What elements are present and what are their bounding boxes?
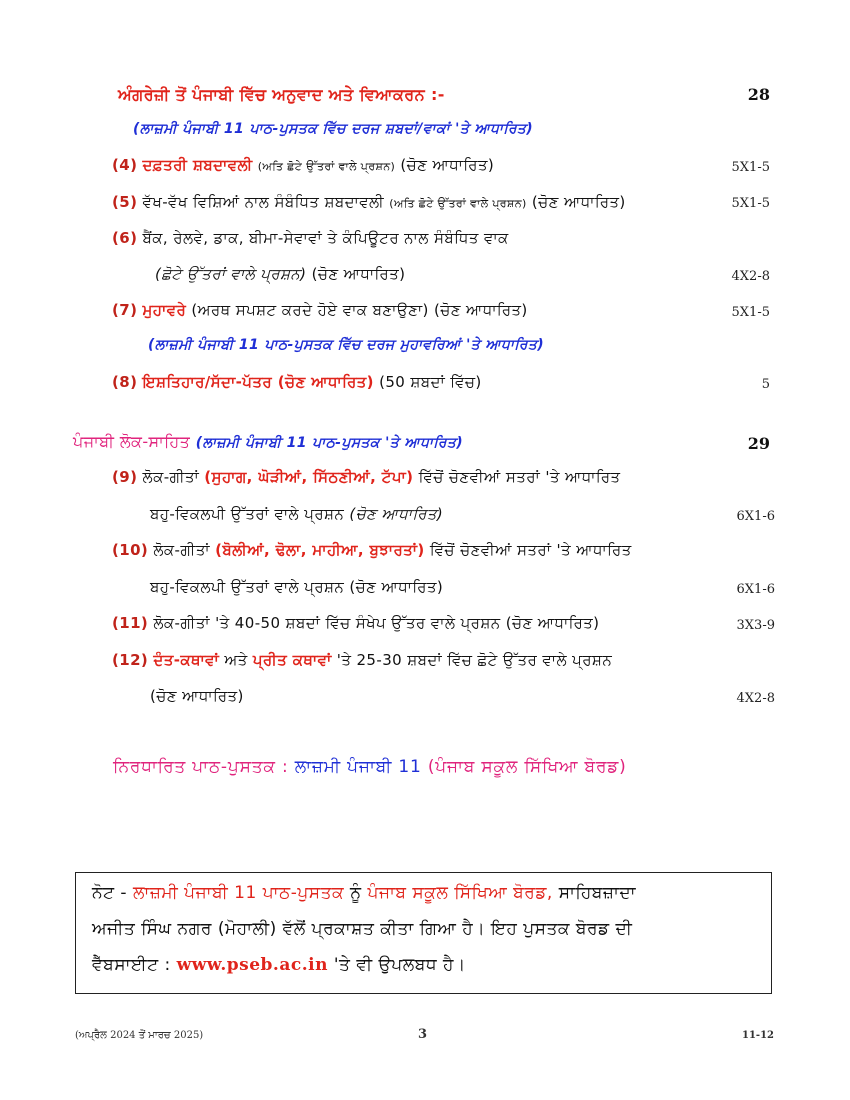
item-12-line2: (ਚੋਣ ਆਧਾਰਿਤ) (150, 687, 244, 705)
item-choice: (ਅਰਥ ਸਪਸ਼ਟ ਕਰਦੇ ਹੋਏ ਵਾਕ ਬਣਾਉਣਾ) (ਚੋਣ ਆਧਾਰਿਤ) (191, 301, 528, 319)
item-note: (ਛੋਟੇ ਉੱਤਰਾਂ ਵਾਲੇ ਪ੍ਰਸ਼ਨ) (155, 265, 307, 283)
note-website-label: ਵੈੱਬਸਾਈਟ : (92, 955, 171, 975)
item-highlight: ਪ੍ਰੀਤ ਕਥਾਵਾਂ (252, 651, 332, 669)
page-number: 3 (418, 1027, 428, 1042)
section-28-title: ਅੰਗਰੇਜ਼ੀ ਤੋਂ ਪੰਜਾਬੀ ਵਿੱਚ ਅਨੁਵਾਦ ਅਤੇ ਵਿਆਕਰਨ :- (118, 85, 445, 104)
item-title: ਮੁਹਾਵਰੇ (142, 301, 187, 319)
item-choice: (50 ਸ਼ਬਦਾਂ ਵਿੱਚ) (379, 373, 482, 391)
note-line-2: ਅਜੀਤ ਸਿੰਘ ਨਗਰ (ਮੋਹਾਲੀ) ਵੱਲੋਂ ਪ੍ਰਕਾਸ਼ਤ ਕੀਤਾ ਗਿਆ ਹੈ। ਇਹ ਪੁਸਤਕ ਬੋਰਡ ਦੀ (92, 919, 633, 939)
item-8 (112, 373, 482, 391)
item-choice: (ਚੋਣ ਆਧਾਰਿਤ) (531, 193, 626, 211)
item-number: (9) (112, 468, 138, 486)
item-choice: (ਚੋਣ ਆਧਾਰਿਤ) (311, 265, 406, 283)
textbook-board: (ਪੰਜਾਬ ਸਕੂਲ ਸਿੱਖਿਆ ਬੋਰਡ) (427, 757, 627, 777)
item-title: ਇਸ਼ਤਿਹਾਰ/ਸੱਦਾ-ਪੱਤਰ (ਚੋਣ ਆਧਾਰਿਤ) (142, 373, 374, 391)
section-29-number: 29 (747, 434, 770, 453)
item-9-marks: 6X1-6 (736, 509, 775, 524)
item-choice: (ਚੋਣ ਆਧਾਰਿਤ) (349, 505, 444, 523)
item-highlight: ਦੰਤ-ਕਥਾਵਾਂ (153, 651, 220, 669)
item-title: ਵੱਖ-ਵੱਖ ਵਿਸ਼ਿਆਂ ਨਾਲ ਸੰਬੰਧਿਤ ਸ਼ਬਦਾਵਲੀ (142, 193, 385, 211)
section-29-heading (73, 432, 463, 452)
item-highlight: (ਬੋਲੀਆਂ, ਢੋਲਾ, ਮਾਹੀਆ, ਬੁਝਾਰਤਾਂ) (215, 541, 425, 559)
item-12-marks: 4X2-8 (736, 691, 775, 706)
note-line-1 (92, 883, 636, 903)
item-title: ਬੈਂਕ, ਰੇਲਵੇ, ਡਾਕ, ਬੀਮਾ-ਸੇਵਾਵਾਂ ਤੇ ਕੰਪਿਊਟਰ ਨਾਲ ਸੰਬੰਧਿਤ ਵਾਕ (142, 229, 509, 247)
item-10-marks: 6X1-6 (736, 582, 775, 597)
footer-date-range: (ਅਪ੍ਰੈਲ 2024 ਤੋਂ ਮਾਰਚ 2025) (75, 1030, 204, 1041)
item-note: (ਅਤਿ ਛੋਟੇ ਉੱਤਰਾਂ ਵਾਲੇ ਪ੍ਰਸ਼ਨ) (389, 197, 527, 210)
item-text: ਲੋਕ-ਗੀਤਾਂ (153, 541, 210, 559)
section-28-subtitle: (ਲਾਜ਼ਮੀ ਪੰਜਾਬੀ 11 ਪਾਠ-ਪੁਸਤਕ ਵਿੱਚ ਦਰਜ ਸ਼ਬਦਾਂ/ਵਾਕਾਂ 'ਤੇ ਆਧਾਰਿਤ) (133, 121, 534, 137)
item-6-marks: 4X2-8 (731, 269, 770, 284)
item-text: ਲੋਕ-ਗੀਤਾਂ (142, 468, 200, 486)
item-10-line2: ਬਹੁ-ਵਿਕਲਪੀ ਉੱਤਰਾਂ ਵਾਲੇ ਪ੍ਰਸ਼ਨ (ਚੋਣ ਆਧਾਰਿਤ) (150, 578, 444, 596)
item-7-note: (ਲਾਜ਼ਮੀ ਪੰਜਾਬੀ 11 ਪਾਠ-ਪੁਸਤਕ ਵਿੱਚ ਦਰਜ ਮੁਹਾਵਰਿਆਂ 'ਤੇ ਆਧਾਰਿਤ) (148, 337, 545, 353)
item-number: (4) (112, 156, 138, 174)
item-9-line2 (150, 505, 443, 523)
item-text-rest: ਵਿੱਚੋਂ ਚੋਣਵੀਆਂ ਸਤਰਾਂ 'ਤੇ ਆਧਾਰਿਤ (429, 541, 632, 559)
item-8-marks: 5 (761, 377, 770, 392)
textbook-name: ਲਾਜ਼ਮੀ ਪੰਜਾਬੀ 11 (294, 757, 422, 777)
note-end: ਸਾਹਿਬਜ਼ਾਦਾ (558, 883, 636, 903)
item-4 (112, 156, 494, 174)
website-link[interactable]: www.pseb.ac.in (176, 955, 328, 975)
note-box (75, 872, 772, 994)
item-7 (112, 301, 528, 319)
item-title: ਦਫ਼ਤਰੀ ਸ਼ਬਦਾਵਲੀ (142, 156, 253, 174)
item-text: ਅਤੇ (224, 651, 248, 669)
item-highlight: (ਸੁਹਾਗ, ਘੋੜੀਆਂ, ਸਿੱਠਣੀਆਂ, ਟੱਪਾ) (204, 468, 414, 486)
textbook-label: ਨਿਰਧਾਰਿਤ ਪਾਠ-ਪੁਸਤਕ : (113, 757, 289, 777)
item-4-marks: 5X1-5 (731, 160, 770, 175)
note-book: ਲਾਜ਼ਮੀ ਪੰਜਾਬੀ 11 ਪਾਠ-ਪੁਸਤਕ (132, 883, 345, 903)
item-number: (11) (112, 614, 149, 632)
item-9 (112, 468, 620, 486)
note-mid: ਨੂੰ (350, 883, 362, 903)
item-11 (112, 614, 599, 632)
item-5-marks: 5X1-5 (731, 196, 770, 211)
item-number: (8) (112, 373, 138, 391)
note-board: ਪੰਜਾਬ ਸਕੂਲ ਸਿੱਖਿਆ ਬੋਰਡ, (367, 883, 553, 903)
item-number: (12) (112, 651, 149, 669)
item-5 (112, 193, 626, 211)
item-number: (7) (112, 301, 138, 319)
prescribed-textbook (113, 757, 627, 777)
item-text-rest: 'ਤੇ 25-30 ਸ਼ਬਦਾਂ ਵਿੱਚ ਛੋਟੇ ਉੱਤਰ ਵਾਲੇ ਪ੍ਰਸ਼ਨ (336, 651, 613, 669)
note-line-3 (92, 955, 466, 975)
item-6 (112, 229, 509, 247)
item-text: ਬਹੁ-ਵਿਕਲਪੀ ਉੱਤਰਾਂ ਵਾਲੇ ਪ੍ਰਸ਼ਨ (150, 505, 345, 523)
item-note: (ਅਤਿ ਛੋਟੇ ਉੱਤਰਾਂ ਵਾਲੇ ਪ੍ਰਸ਼ਨ) (257, 160, 396, 173)
item-choice: (ਚੋਣ ਆਧਾਰਿਤ) (400, 156, 495, 174)
item-6-line2 (155, 265, 405, 283)
item-11-marks: 3X3-9 (736, 618, 775, 633)
item-text: ਲੋਕ-ਗੀਤਾਂ 'ਤੇ 40-50 ਸ਼ਬਦਾਂ ਵਿੱਚ ਸੰਖੇਪ ਉੱਤਰ ਵਾਲੇ ਪ੍ਰਸ਼ਨ (ਚੋਣ ਆਧਾਰਿਤ) (153, 614, 600, 632)
section-29-subtitle: (ਲਾਜ਼ਮੀ ਪੰਜਾਬੀ 11 ਪਾਠ-ਪੁਸਤਕ 'ਤੇ ਆਧਾਰਿਤ) (195, 435, 464, 451)
note-website-post: 'ਤੇ ਵੀ ਉਪਲਬਧ ਹੈ। (333, 955, 466, 975)
item-number: (6) (112, 229, 138, 247)
item-number: (10) (112, 541, 149, 559)
item-10 (112, 541, 632, 559)
item-number: (5) (112, 193, 138, 211)
section-28-number: 28 (747, 85, 770, 104)
item-7-marks: 5X1-5 (731, 305, 770, 320)
item-12 (112, 651, 612, 669)
item-text-rest: ਵਿੱਚੋਂ ਚੋਣਵੀਆਂ ਸਤਰਾਂ 'ਤੇ ਆਧਾਰਿਤ (418, 468, 621, 486)
footer-class: 11-12 (742, 1030, 774, 1041)
note-prefix: ਨੋਟ - (92, 883, 128, 903)
section-29-title: ਪੰਜਾਬੀ ਲੋਕ-ਸਾਹਿਤ (73, 432, 191, 451)
